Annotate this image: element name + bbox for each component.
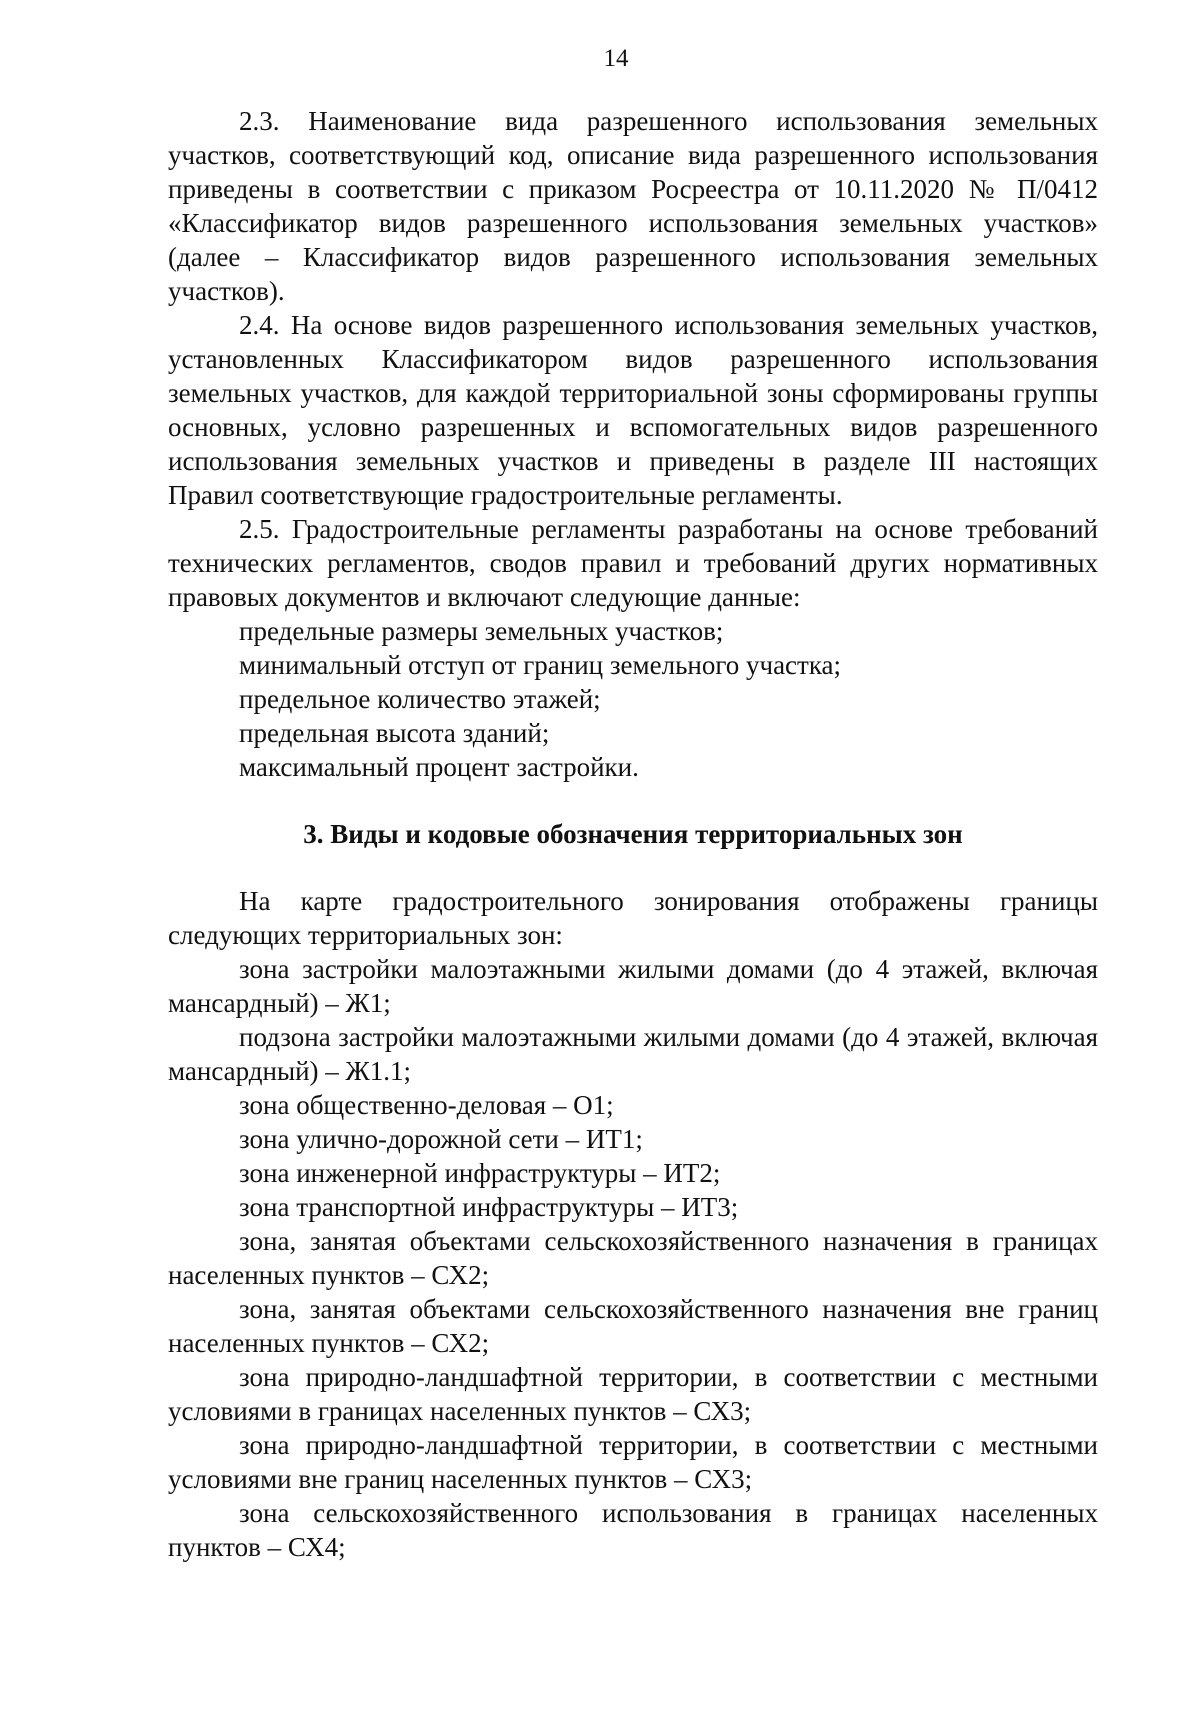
zone-item: зона, занятая объектами сельскохозяйственного назначения вне границ населенных пунктов – СХ2; — [168, 1294, 1098, 1358]
section-heading: 3. Виды и кодовые обозначения территориальных зон — [303, 819, 963, 849]
zone-item: зона инженерной инфраструктуры – ИТ2; — [239, 1158, 721, 1188]
zone-item: зона природно-ландшафтной территории, в соответствии с местными условиями в границах населенных пунктов – СХ3; — [168, 1362, 1098, 1426]
zone-item: зона природно-ландшафтной территории, в соответствии с местными условиями вне границ населенных пунктов – СХ3; — [168, 1430, 1098, 1494]
paragraph-2-4: 2.4. На основе видов разрешенного использования земельных участков, установленных Классификатором видов разрешенного использования земельных участков, для каждой территориальной зоны сформированы группы основных, условно разрешенных и вспомогательных видов разрешенного использования земельных участков и приведены в разделе III настоящих Правил соответствующие градостроительные регламенты. — [168, 310, 1098, 510]
list-item: минимальный отступ от границ земельного участка; — [239, 650, 842, 680]
list-item: предельные размеры земельных участков; — [239, 616, 724, 646]
page-number: 14 — [603, 45, 629, 72]
list-item: максимальный процент застройки. — [239, 752, 639, 782]
zone-item: зона улично-дорожной сети – ИТ1; — [239, 1124, 643, 1154]
list-item: предельное количество этажей; — [239, 684, 601, 714]
paragraph-2-3: 2.3. Наименование вида разрешенного использования земельных участков, соответствующий код, описание вида разрешенного использования приведены в соответствии с приказом Росреестра от 10.11.2020 № П/0412 «Классификатор видов разрешенного использования земельных участков» (далее – Классификатор видов разрешенного использования земельных участков). — [168, 106, 1098, 306]
list-item: предельная высота зданий; — [239, 718, 550, 748]
section3-intro: На карте градостроительного зонирования отображены границы следующих территориальных зон: — [168, 886, 1098, 950]
document-body — [168, 104, 1098, 1564]
zone-item: подзона застройки малоэтажными жилыми домами (до 4 этажей, включая мансардный) – Ж1.1; — [168, 1022, 1098, 1086]
zone-item: зона транспортной инфраструктуры – ИТ3; — [239, 1192, 739, 1222]
zone-item: зона, занятая объектами сельскохозяйственного назначения в границах населенных пунктов – СХ2; — [168, 1226, 1098, 1290]
paragraph-2-5: 2.5. Градостроительные регламенты разработаны на основе требований технических регламентов, сводов правил и требований других нормативных правовых документов и включают следующие данные: — [168, 514, 1098, 612]
zone-item: зона сельскохозяйственного использования в границах населенных пунктов – СХ4; — [168, 1498, 1098, 1562]
zone-item: зона общественно-деловая – О1; — [239, 1090, 614, 1120]
zone-item: зона застройки малоэтажными жилыми домами (до 4 этажей, включая мансардный) – Ж1; — [168, 954, 1098, 1018]
